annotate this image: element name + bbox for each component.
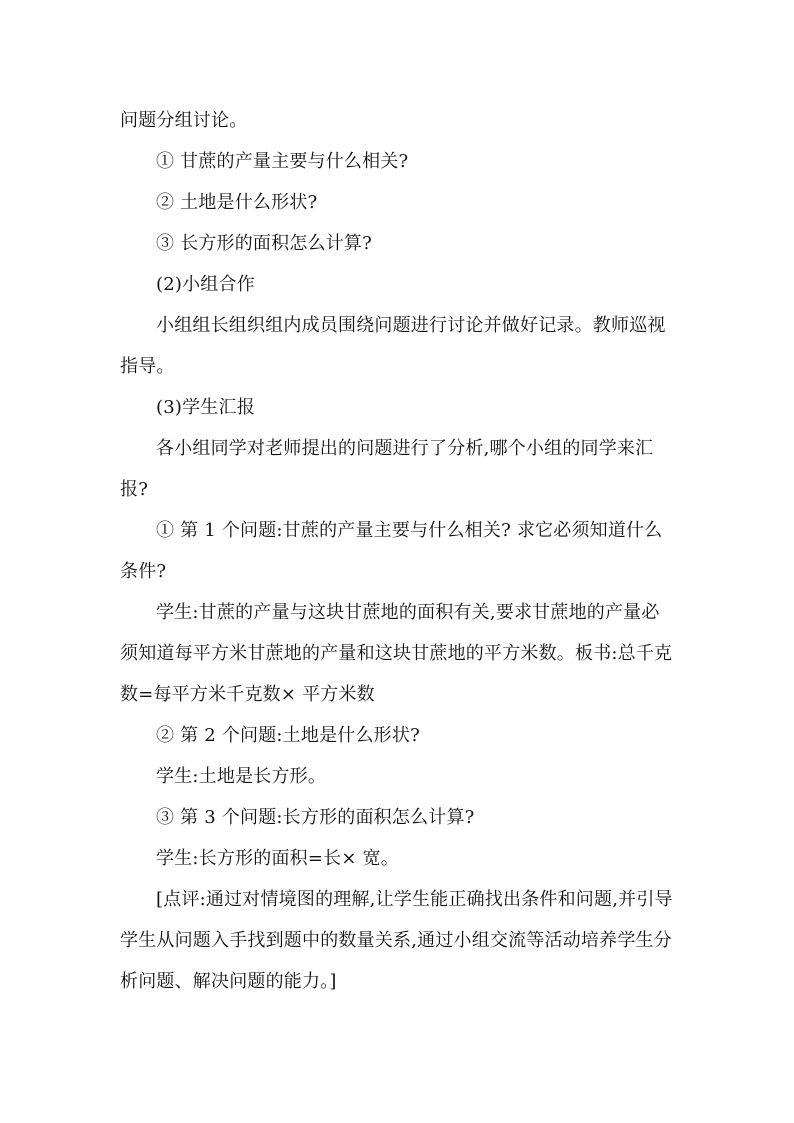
student-answer-1: 学生:甘蔗的产量与这块甘蔗地的面积有关,要求甘蔗地的产量必须知道每平方米甘蔗地的产量和这块甘蔗地的平方米数。板书:总千克数=每平方米千克数× 平方米数 xyxy=(120,602,673,705)
document-content xyxy=(120,100,676,1002)
paragraph-report-intro: 各小组同学对老师提出的问题进行了分析,哪个小组的同学来汇报? xyxy=(120,438,654,500)
report-question-2: ② 第 2 个问题:土地是什么形状? xyxy=(156,725,420,746)
question-1: ① 甘蔗的产量主要与什么相关? xyxy=(156,151,409,172)
student-answer-3: 学生:长方形的面积=长× 宽。 xyxy=(156,848,399,869)
teacher-comment: [点评:通过对情境图的理解,让学生能正确找出条件和问题,并引导学生从问题入手找到题中的数量关系,通过小组交流等活动培养学生分析问题、解决问题的能力。] xyxy=(120,889,673,992)
section-student-report: (3)学生汇报 xyxy=(156,397,255,418)
paragraph-group-discussion: 问题分组讨论。 xyxy=(120,110,248,131)
report-question-1: ① 第 1 个问题:甘蔗的产量主要与什么相关? 求它必须知道什么条件? xyxy=(120,520,663,582)
paragraph-group-work: 小组组长组织组内成员围绕问题进行讨论并做好记录。教师巡视指导。 xyxy=(120,315,666,377)
section-group-work: (2)小组合作 xyxy=(156,274,255,295)
question-3: ③ 长方形的面积怎么计算? xyxy=(156,233,372,254)
question-2: ② 土地是什么形状? xyxy=(156,192,318,213)
report-question-3: ③ 第 3 个问题:长方形的面积怎么计算? xyxy=(156,807,475,828)
student-answer-2: 学生:土地是长方形。 xyxy=(156,766,327,787)
